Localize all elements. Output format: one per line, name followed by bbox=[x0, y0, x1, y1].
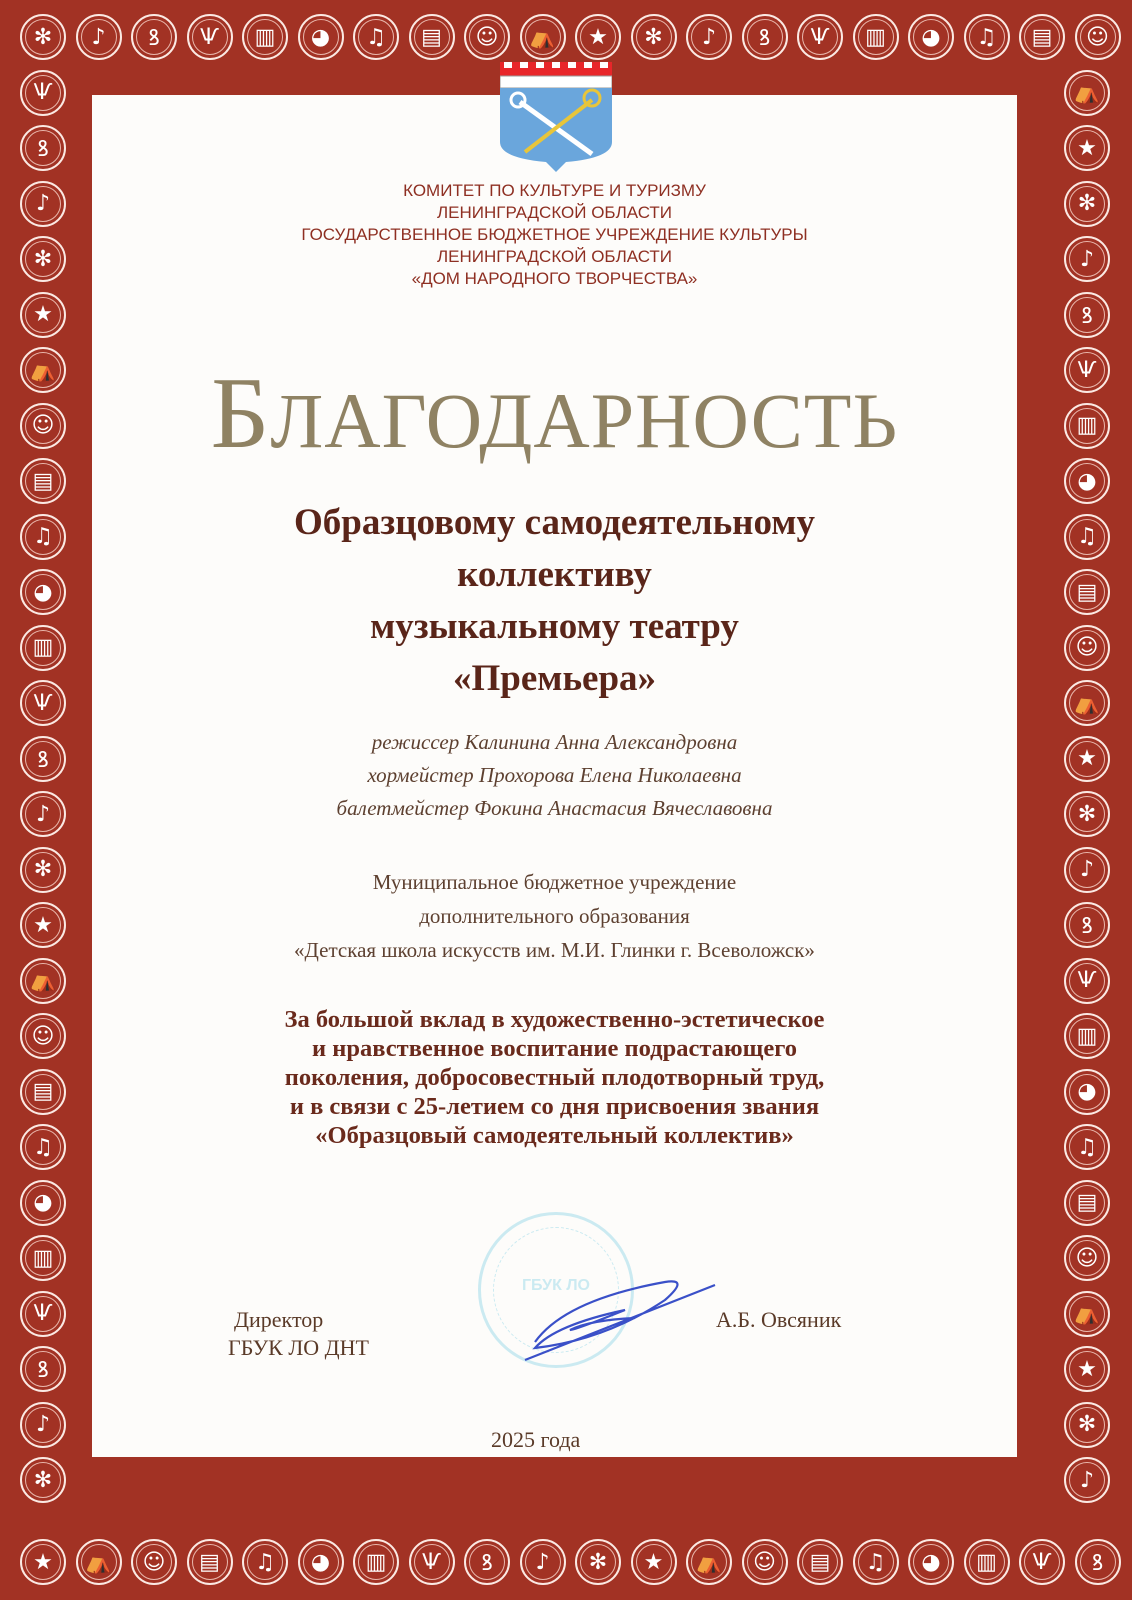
diploma-icon: ▤ bbox=[20, 458, 66, 504]
recipient-line: Образцовому самодеятельному bbox=[293, 502, 816, 543]
recipient-line: «Премьера» bbox=[452, 658, 657, 699]
lyre-icon: Ѱ bbox=[1064, 347, 1110, 393]
palette-icon: ◕ bbox=[1064, 1069, 1110, 1115]
document-title bbox=[92, 355, 1017, 472]
pointe-shoes-icon: ꝸ bbox=[20, 736, 66, 782]
organization-line: «Детская школа искусств им. М.И. Глинки г. Всеволожск» bbox=[294, 938, 815, 962]
pointe-shoes-icon: ꝸ bbox=[1064, 292, 1110, 338]
recipient-line: музыкальному театру bbox=[370, 606, 739, 647]
reason-line: За большой вклад в художественно-эстетическое bbox=[284, 1006, 825, 1033]
books-icon: ▥ bbox=[1064, 403, 1110, 449]
diploma-icon: ▤ bbox=[187, 1539, 233, 1585]
books-icon: ▥ bbox=[1064, 1013, 1110, 1059]
circus-tent-icon: ⛺ bbox=[1064, 70, 1110, 116]
pointe-shoes-icon: ꝸ bbox=[1064, 902, 1110, 948]
circus-tent-icon: ⛺ bbox=[686, 1539, 732, 1585]
staff-line: хормейстер Прохорова Елена Николаевна bbox=[367, 763, 742, 787]
star-icon: ★ bbox=[20, 1539, 66, 1585]
books-icon: ▥ bbox=[20, 1235, 66, 1281]
reason-line: «Образцовый самодеятельный коллектив» bbox=[315, 1122, 794, 1149]
reason-line: и нравственное воспитание подрастающего bbox=[312, 1035, 797, 1062]
header-line: КОМИТЕТ ПО КУЛЬТУРЕ И ТУРИЗМУ bbox=[403, 181, 706, 200]
palette-icon: ◕ bbox=[20, 1180, 66, 1226]
palette-icon: ◕ bbox=[1064, 458, 1110, 504]
pointe-shoes-icon: ꝸ bbox=[464, 1539, 510, 1585]
pointe-shoes-icon: ꝸ bbox=[20, 1346, 66, 1392]
music-note-icon: ♫ bbox=[853, 1539, 899, 1585]
staff-list bbox=[92, 726, 1017, 825]
diploma-icon: ▤ bbox=[1064, 1180, 1110, 1226]
lyre-icon: Ѱ bbox=[409, 1539, 455, 1585]
music-book-icon: ♪ bbox=[20, 1402, 66, 1448]
snowflake-icon: ✻ bbox=[631, 14, 677, 60]
snowflake-icon: ✻ bbox=[20, 236, 66, 282]
circus-tent-icon: ⛺ bbox=[76, 1539, 122, 1585]
lyre-icon: Ѱ bbox=[20, 70, 66, 116]
star-icon: ★ bbox=[631, 1539, 677, 1585]
signatory-name: А.Б. Овсяник bbox=[716, 1307, 842, 1332]
document-year: 2025 года bbox=[491, 1427, 581, 1452]
snowflake-icon: ✻ bbox=[20, 847, 66, 893]
theatre-masks-icon: ☺ bbox=[20, 403, 66, 449]
organization-line: дополнительного образования bbox=[419, 904, 690, 928]
header-line: ГОСУДАРСТВЕННОЕ БЮДЖЕТНОЕ УЧРЕЖДЕНИЕ КУЛЬТУРЫ bbox=[301, 225, 808, 244]
music-book-icon: ♪ bbox=[520, 1539, 566, 1585]
pointe-shoes-icon: ꝸ bbox=[20, 125, 66, 171]
header-line: ЛЕНИНГРАДСКОЙ ОБЛАСТИ bbox=[436, 203, 673, 222]
music-book-icon: ♪ bbox=[1064, 236, 1110, 282]
star-icon: ★ bbox=[20, 902, 66, 948]
staff-line: режиссер Калинина Анна Александровна bbox=[371, 730, 738, 754]
snowflake-icon: ✻ bbox=[20, 14, 66, 60]
theatre-masks-icon: ☺ bbox=[1064, 625, 1110, 671]
signatory-position bbox=[228, 1306, 369, 1362]
lyre-icon: Ѱ bbox=[187, 14, 233, 60]
theatre-masks-icon: ☺ bbox=[1075, 14, 1121, 60]
star-icon: ★ bbox=[1064, 125, 1110, 171]
diploma-icon: ▤ bbox=[20, 1069, 66, 1115]
music-book-icon: ♪ bbox=[1064, 1457, 1110, 1503]
header-line: ЛЕНИНГРАДСКОЙ ОБЛАСТИ bbox=[436, 247, 673, 266]
music-note-icon: ♫ bbox=[1064, 514, 1110, 560]
header-line: «ДОМ НАРОДНОГО ТВОРЧЕСТВА» bbox=[411, 269, 698, 288]
lyre-icon: Ѱ bbox=[20, 1291, 66, 1337]
title-initial: Б bbox=[210, 357, 271, 470]
theatre-masks-icon: ☺ bbox=[20, 1013, 66, 1059]
lyre-icon: Ѱ bbox=[20, 680, 66, 726]
music-book-icon: ♪ bbox=[76, 14, 122, 60]
books-icon: ▥ bbox=[353, 1539, 399, 1585]
title-rest: ЛАГОДАРНОСТЬ bbox=[270, 377, 899, 464]
palette-icon: ◕ bbox=[298, 14, 344, 60]
issuer-header bbox=[92, 180, 1017, 290]
books-icon: ▥ bbox=[20, 625, 66, 671]
position-line: ГБУК ЛО ДНТ bbox=[228, 1335, 369, 1360]
reason-line: поколения, добросовестный плодотворный труд, bbox=[284, 1064, 825, 1091]
star-icon: ★ bbox=[575, 14, 621, 60]
theatre-masks-icon: ☺ bbox=[464, 14, 510, 60]
music-note-icon: ♫ bbox=[964, 14, 1010, 60]
theatre-masks-icon: ☺ bbox=[131, 1539, 177, 1585]
music-book-icon: ♪ bbox=[20, 791, 66, 837]
star-icon: ★ bbox=[1064, 1346, 1110, 1392]
handwritten-signature bbox=[515, 1270, 725, 1370]
books-icon: ▥ bbox=[242, 14, 288, 60]
position-line: Директор bbox=[234, 1307, 324, 1332]
lyre-icon: Ѱ bbox=[797, 14, 843, 60]
books-icon: ▥ bbox=[964, 1539, 1010, 1585]
circus-tent-icon: ⛺ bbox=[20, 958, 66, 1004]
circus-tent-icon: ⛺ bbox=[520, 14, 566, 60]
lyre-icon: Ѱ bbox=[1019, 1539, 1065, 1585]
star-icon: ★ bbox=[20, 292, 66, 338]
circus-tent-icon: ⛺ bbox=[1064, 680, 1110, 726]
organization bbox=[92, 865, 1017, 967]
music-book-icon: ♪ bbox=[20, 181, 66, 227]
coat-of-arms-emblem bbox=[500, 62, 612, 172]
snowflake-icon: ✻ bbox=[1064, 181, 1110, 227]
music-note-icon: ♫ bbox=[242, 1539, 288, 1585]
star-icon: ★ bbox=[1064, 736, 1110, 782]
music-note-icon: ♫ bbox=[20, 514, 66, 560]
snowflake-icon: ✻ bbox=[20, 1457, 66, 1503]
award-reason bbox=[92, 1005, 1017, 1150]
pointe-shoes-icon: ꝸ bbox=[742, 14, 788, 60]
pointe-shoes-icon: ꝸ bbox=[1075, 1539, 1121, 1585]
palette-icon: ◕ bbox=[298, 1539, 344, 1585]
staff-line: балетмейстер Фокина Анастасия Вячеславовна bbox=[336, 796, 773, 820]
circus-tent-icon: ⛺ bbox=[20, 347, 66, 393]
theatre-masks-icon: ☺ bbox=[1064, 1235, 1110, 1281]
snowflake-icon: ✻ bbox=[1064, 1402, 1110, 1448]
palette-icon: ◕ bbox=[20, 569, 66, 615]
lyre-icon: Ѱ bbox=[1064, 958, 1110, 1004]
recipient bbox=[92, 497, 1017, 705]
stamp-text: ГБУК ЛО bbox=[521, 1277, 590, 1294]
pointe-shoes-icon: ꝸ bbox=[131, 14, 177, 60]
organization-line: Муниципальное бюджетное учреждение bbox=[372, 870, 737, 894]
palette-icon: ◕ bbox=[908, 14, 954, 60]
reason-line: и в связи с 25-летием со дня присвоения звания bbox=[289, 1093, 820, 1120]
music-book-icon: ♪ bbox=[686, 14, 732, 60]
diploma-icon: ▤ bbox=[1064, 569, 1110, 615]
diploma-icon: ▤ bbox=[1019, 14, 1065, 60]
music-note-icon: ♫ bbox=[20, 1124, 66, 1170]
recipient-line: коллективу bbox=[457, 554, 652, 595]
snowflake-icon: ✻ bbox=[575, 1539, 621, 1585]
diploma-icon: ▤ bbox=[409, 14, 455, 60]
snowflake-icon: ✻ bbox=[1064, 791, 1110, 837]
music-note-icon: ♫ bbox=[353, 14, 399, 60]
theatre-masks-icon: ☺ bbox=[742, 1539, 788, 1585]
music-book-icon: ♪ bbox=[1064, 847, 1110, 893]
circus-tent-icon: ⛺ bbox=[1064, 1291, 1110, 1337]
palette-icon: ◕ bbox=[908, 1539, 954, 1585]
diploma-icon: ▤ bbox=[797, 1539, 843, 1585]
music-note-icon: ♫ bbox=[1064, 1124, 1110, 1170]
books-icon: ▥ bbox=[853, 14, 899, 60]
